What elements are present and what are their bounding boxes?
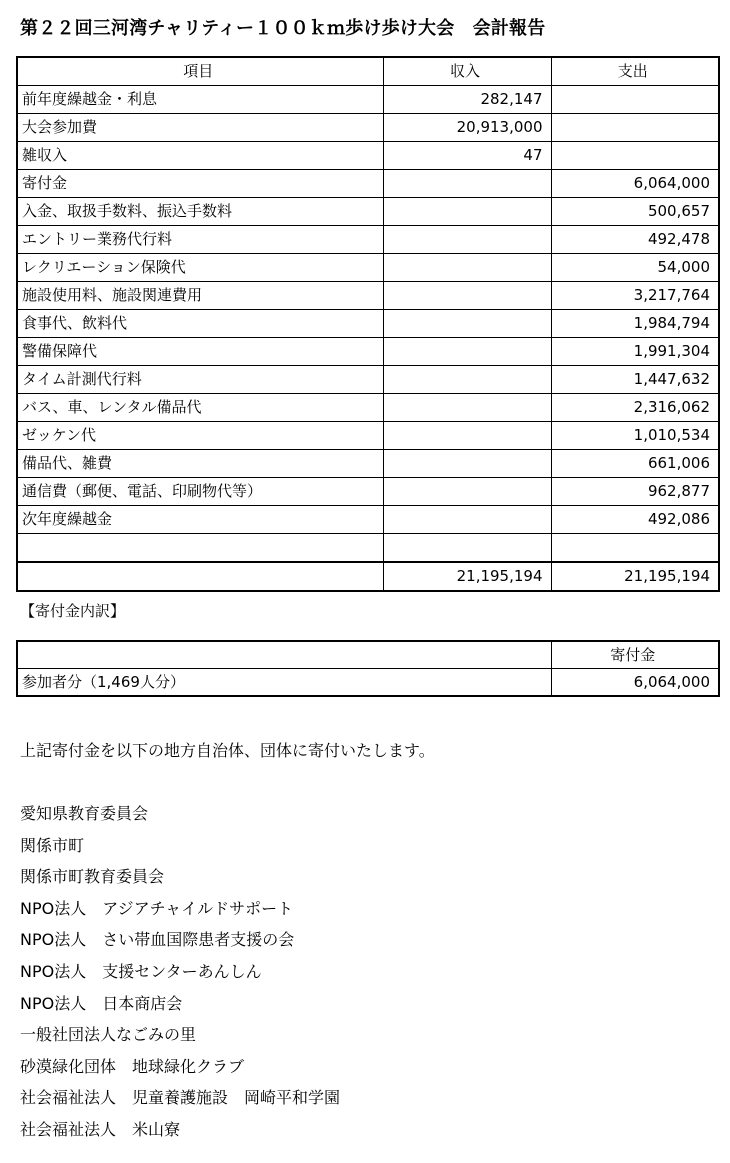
donation-item: 参加者分（1,469人分） bbox=[17, 669, 551, 697]
list-item: 一般社団法人なごみの里 bbox=[20, 1025, 197, 1045]
donation-header-label: 寄付金 bbox=[551, 641, 719, 669]
table-row bbox=[17, 422, 719, 450]
cell-item: 入金、取扱手数料、振込手数料 bbox=[17, 198, 383, 226]
accounting-body bbox=[17, 86, 719, 592]
cell-income bbox=[383, 422, 551, 450]
cell-expense: 1,010,534 bbox=[551, 422, 719, 450]
cell-item: 前年度繰越金・利息 bbox=[17, 86, 383, 114]
cell-income bbox=[383, 170, 551, 198]
cell-item: 施設使用料、施設関連費用 bbox=[17, 282, 383, 310]
table-row bbox=[17, 338, 719, 366]
cell-item: 次年度繰越金 bbox=[17, 506, 383, 534]
cell-income bbox=[383, 506, 551, 534]
donation-statement: 上記寄付金を以下の地方自治体、団体に寄付いたします。 bbox=[20, 741, 435, 760]
cell-income bbox=[383, 450, 551, 478]
list-item: NPO法人 日本商店会 bbox=[20, 993, 183, 1013]
total-income: 21,195,194 bbox=[383, 562, 551, 591]
table-row bbox=[17, 534, 719, 563]
table-row bbox=[17, 114, 719, 142]
total-row bbox=[17, 562, 719, 591]
table-row bbox=[17, 198, 719, 226]
list-item: 関係市町 bbox=[20, 835, 85, 855]
list-item: NPO法人 支援センターあんしん bbox=[20, 961, 262, 981]
accounting-table bbox=[16, 56, 720, 592]
list-item: 関係市町教育委員会 bbox=[20, 867, 165, 887]
cell-income bbox=[383, 478, 551, 506]
cell-item: レクリエーション保険代 bbox=[17, 254, 383, 282]
cell-expense: 1,991,304 bbox=[551, 338, 719, 366]
cell-item bbox=[17, 534, 383, 563]
list-item: 社会福祉法人 児童養護施設 岡崎平和学園 bbox=[20, 1088, 341, 1108]
table-row bbox=[17, 366, 719, 394]
table-row bbox=[17, 86, 719, 114]
header-expense: 支出 bbox=[551, 57, 719, 86]
cell-income bbox=[383, 338, 551, 366]
cell-expense bbox=[551, 534, 719, 563]
table-row bbox=[17, 226, 719, 254]
cell-item: 雑収入 bbox=[17, 142, 383, 170]
cell-income bbox=[383, 282, 551, 310]
donation-breakdown-heading: 【寄付金内訳】 bbox=[20, 602, 126, 620]
accounting-header-row bbox=[17, 57, 719, 86]
cell-income bbox=[383, 226, 551, 254]
cell-item: 食事代、飲料代 bbox=[17, 310, 383, 338]
donation-breakdown-table bbox=[16, 640, 720, 697]
cell-item: 警備保障代 bbox=[17, 338, 383, 366]
cell-item: タイム計測代行料 bbox=[17, 366, 383, 394]
cell-expense: 6,064,000 bbox=[551, 170, 719, 198]
donation-amount: 6,064,000 bbox=[551, 669, 719, 697]
table-row bbox=[17, 310, 719, 338]
cell-expense bbox=[551, 114, 719, 142]
cell-income bbox=[383, 366, 551, 394]
cell-item: 通信費（郵便、電話、印刷物代等） bbox=[17, 478, 383, 506]
cell-expense: 3,217,764 bbox=[551, 282, 719, 310]
cell-item: 寄付金 bbox=[17, 170, 383, 198]
cell-item: 備品代、雑費 bbox=[17, 450, 383, 478]
recipient-list bbox=[20, 800, 340, 1148]
list-item: NPO法人 アジアチャイルドサポート bbox=[20, 898, 294, 918]
table-row bbox=[17, 254, 719, 282]
cell-item: ゼッケン代 bbox=[17, 422, 383, 450]
cell-expense: 1,447,632 bbox=[551, 366, 719, 394]
cell-income: 282,147 bbox=[383, 86, 551, 114]
list-item: 砂漠緑化団体 地球緑化クラブ bbox=[20, 1056, 245, 1076]
list-item: 社会福祉法人 米山寮 bbox=[20, 1119, 181, 1139]
donation-header-blank bbox=[17, 641, 551, 669]
table-row bbox=[17, 142, 719, 170]
header-income: 収入 bbox=[383, 57, 551, 86]
cell-expense: 500,657 bbox=[551, 198, 719, 226]
total-expense: 21,195,194 bbox=[551, 562, 719, 591]
donation-header-row bbox=[17, 641, 719, 669]
table-row bbox=[17, 478, 719, 506]
header-item: 項目 bbox=[17, 57, 383, 86]
cell-income: 47 bbox=[383, 142, 551, 170]
cell-expense bbox=[551, 86, 719, 114]
list-item: NPO法人 さい帯血国際患者支援の会 bbox=[20, 930, 295, 950]
cell-item: バス、車、レンタル備品代 bbox=[17, 394, 383, 422]
table-row bbox=[17, 394, 719, 422]
cell-expense: 962,877 bbox=[551, 478, 719, 506]
total-item bbox=[17, 562, 383, 591]
cell-income: 20,913,000 bbox=[383, 114, 551, 142]
cell-expense: 2,316,062 bbox=[551, 394, 719, 422]
cell-expense: 54,000 bbox=[551, 254, 719, 282]
table-row bbox=[17, 282, 719, 310]
cell-income bbox=[383, 254, 551, 282]
cell-expense: 492,478 bbox=[551, 226, 719, 254]
table-row bbox=[17, 170, 719, 198]
table-row bbox=[17, 450, 719, 478]
cell-income bbox=[383, 394, 551, 422]
cell-item: エントリー業務代行料 bbox=[17, 226, 383, 254]
table-row bbox=[17, 506, 719, 534]
donation-row bbox=[17, 669, 719, 697]
cell-expense: 492,086 bbox=[551, 506, 719, 534]
cell-item: 大会参加費 bbox=[17, 114, 383, 142]
list-item: 愛知県教育委員会 bbox=[20, 804, 149, 823]
cell-income bbox=[383, 310, 551, 338]
cell-income bbox=[383, 198, 551, 226]
cell-income bbox=[383, 534, 551, 563]
cell-expense bbox=[551, 142, 719, 170]
report-title: 第２２回三河湾チャリティー１００ｋｍ歩け歩け大会 会計報告 bbox=[20, 18, 546, 39]
cell-expense: 1,984,794 bbox=[551, 310, 719, 338]
cell-expense: 661,006 bbox=[551, 450, 719, 478]
